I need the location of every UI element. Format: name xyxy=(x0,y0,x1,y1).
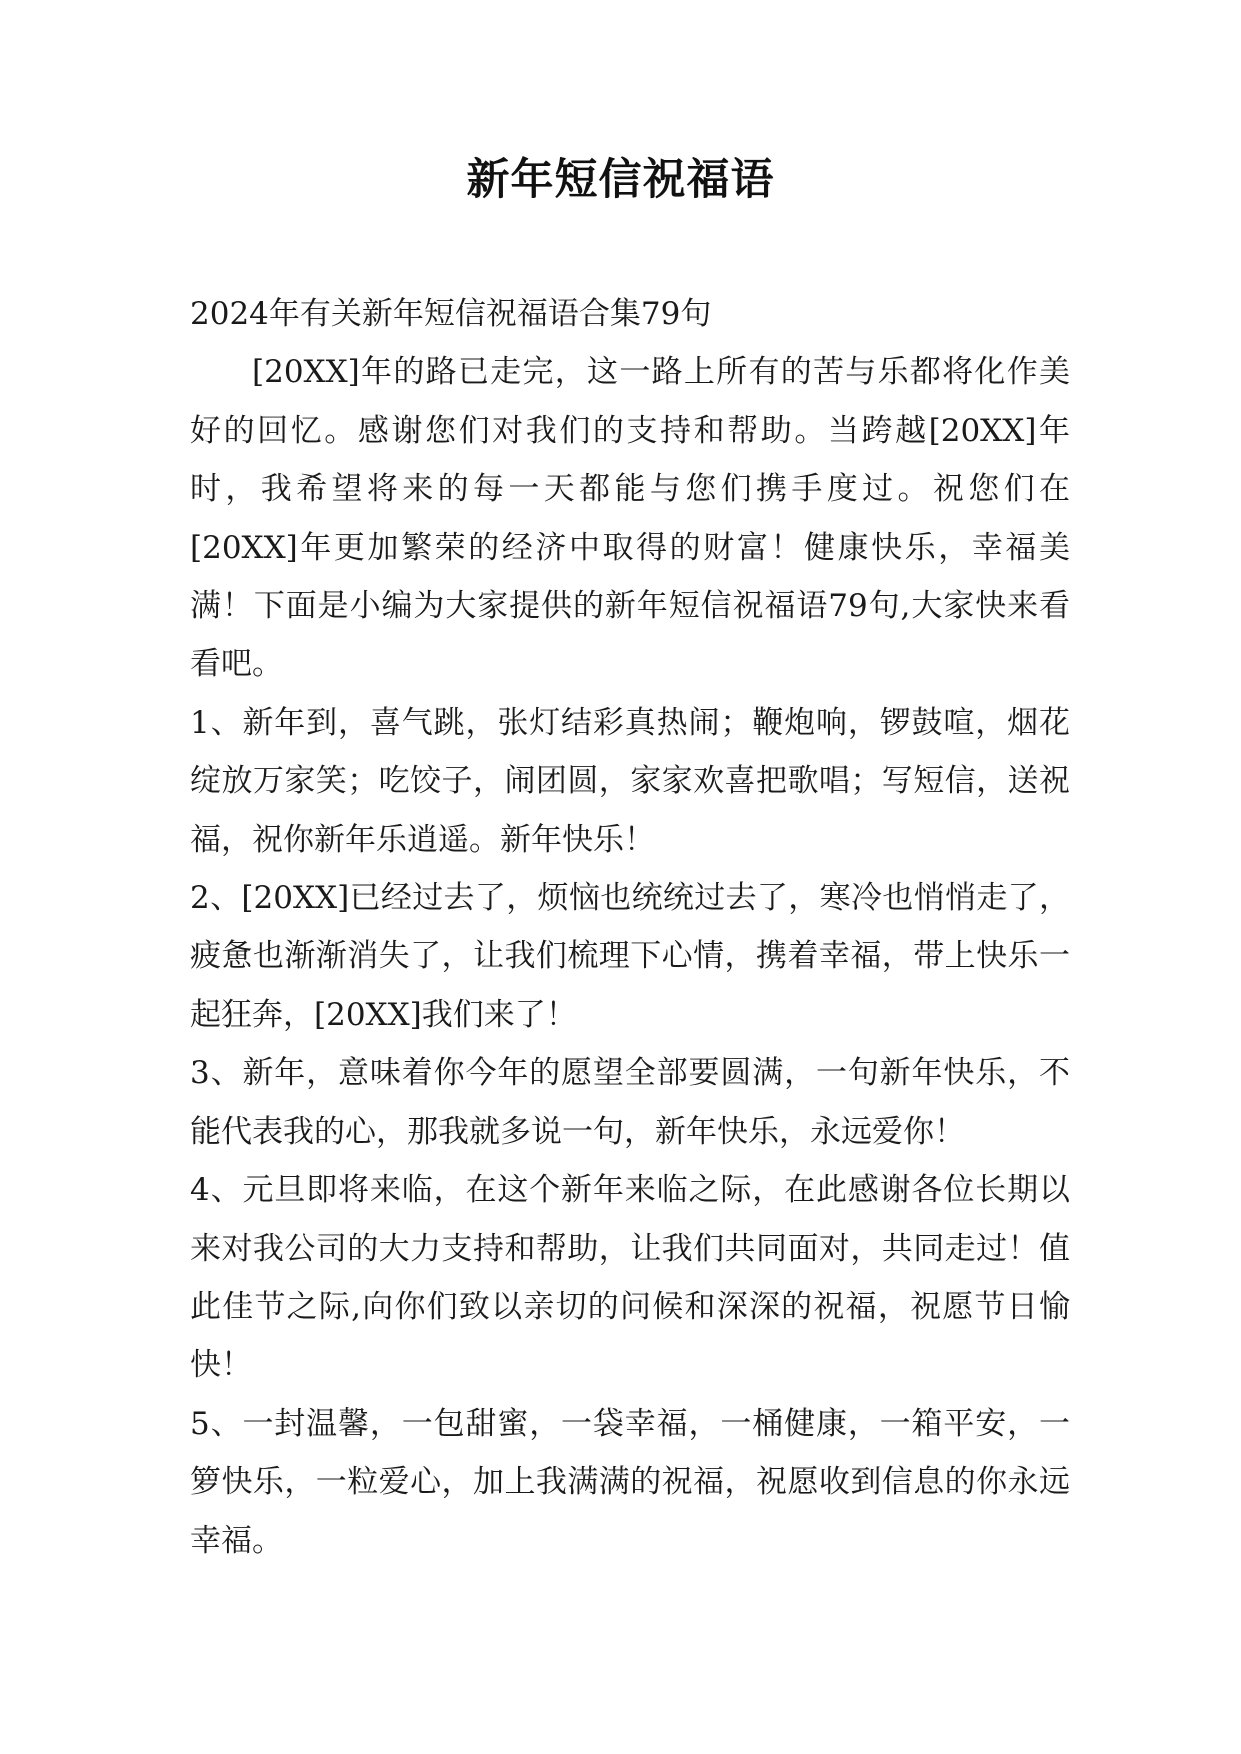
list-item: 1、新年到，喜气跳，张灯结彩真热闹；鞭炮响，锣鼓喧，烟花绽放万家笑；吃饺子，闹团圆，家家欢喜把歌唱；写短信，送祝福，祝你新年乐逍遥。新年快乐！ xyxy=(190,704,1070,858)
document-title: 新年短信祝福语 xyxy=(466,155,775,205)
intro-paragraph: [20XX]年的路已走完，这一路上所有的苦与乐都将化作美好的回忆。感谢您们对我们的支持和帮助。当跨越[20XX]年时，我希望将来的每一天都能与您们携手度过。祝您们在[20XX]年更加繁荣的经济中取得的财富！健康快乐，幸福美满！下面是小编为大家提供的新年短信祝福语79句,大家快来看看吧。 xyxy=(190,354,1070,683)
list-item: 5、一封温馨，一包甜蜜，一袋幸福，一桶健康，一箱平安，一箩快乐，一粒爱心，加上我满满的祝福，祝愿收到信息的你永远幸福。 xyxy=(190,1405,1070,1559)
list-item: 2、[20XX]已经过去了，烦恼也统统过去了，寒冷也悄悄走了，疲惫也渐渐消失了，让我们梳理下心情，携着幸福，带上快乐一起狂奔，[20XX]我们来了！ xyxy=(190,880,1070,1033)
list-item: 3、新年，意味着你今年的愿望全部要圆满，一句新年快乐，不能代表我的心，那我就多说一句，新年快乐，永远爱你！ xyxy=(190,1055,1070,1150)
document-subtitle: 2024年有关新年短信祝福语合集79句 xyxy=(190,296,712,332)
list-item: 4、元旦即将来临，在这个新年来临之际，在此感谢各位长期以来对我公司的大力支持和帮助，让我们共同面对，共同走过！值此佳节之际,向你们致以亲切的问候和深深的祝福，祝愿节日愉快！ xyxy=(190,1172,1070,1384)
document-body xyxy=(190,285,1070,1570)
